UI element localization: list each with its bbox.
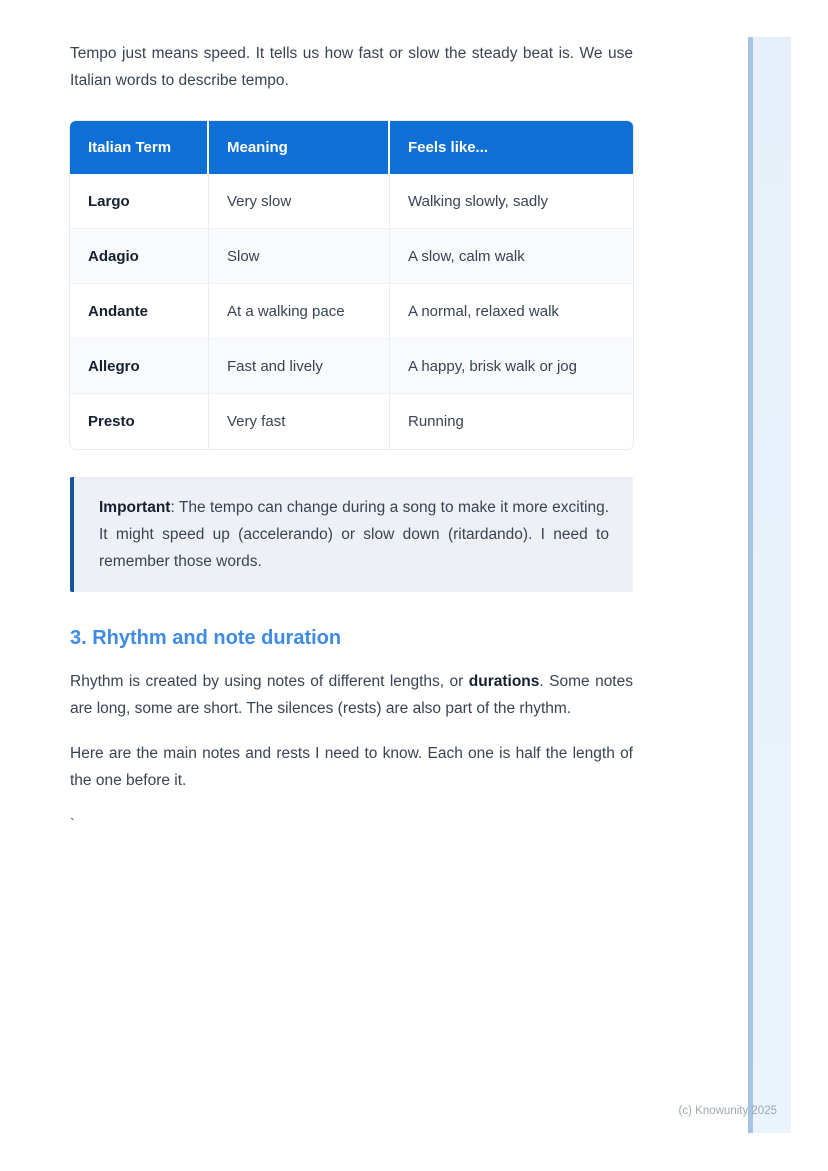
cell-term: Presto	[70, 394, 209, 449]
cell-meaning: At a walking pace	[209, 284, 390, 339]
copyright-footer: (c) Knowunity 2025	[678, 1105, 777, 1117]
rhythm-paragraph-end: . Some notes are long, some are short. The silences (rests) are also part of the rhythm.	[70, 673, 633, 717]
important-body: : The tempo can change during a song to make it more exciting. It might speed up (accelerando) or slow down (ritardando). I need to remember those words.	[99, 499, 609, 570]
important-callout	[70, 477, 633, 592]
cell-meaning: Fast and lively	[209, 339, 390, 394]
cell-term: Largo	[70, 174, 209, 229]
tempo-table	[70, 121, 633, 449]
table-row	[70, 284, 633, 339]
cell-feels-like: Running	[390, 394, 633, 449]
document-content	[70, 0, 633, 837]
cell-term: Allegro	[70, 339, 209, 394]
cell-term: Adagio	[70, 229, 209, 284]
tempo-table-header	[70, 121, 633, 174]
cell-term: Andante	[70, 284, 209, 339]
notes-paragraph: Here are the main notes and rests I need to know. Each one is half the length of the one before it.	[70, 745, 633, 789]
rhythm-paragraph	[70, 668, 633, 722]
table-header-italian-term: Italian Term	[70, 121, 209, 174]
cell-feels-like: A slow, calm walk	[390, 229, 633, 284]
section-heading-rhythm: 3. Rhythm and note duration	[70, 627, 342, 649]
important-callout-text	[99, 494, 609, 575]
table-row	[70, 229, 633, 284]
table-row	[70, 339, 633, 394]
table-row	[70, 174, 633, 229]
table-row	[70, 394, 633, 449]
table-header-feels-like: Feels like...	[390, 121, 633, 174]
scrollbar-thumb[interactable]	[748, 37, 753, 1133]
cell-feels-like: Walking slowly, sadly	[390, 174, 633, 229]
cell-meaning: Slow	[209, 229, 390, 284]
cell-meaning: Very fast	[209, 394, 390, 449]
table-header-meaning: Meaning	[209, 121, 390, 174]
durations-bold: durations	[468, 673, 540, 690]
cell-feels-like: A normal, relaxed walk	[390, 284, 633, 339]
important-label: Important	[99, 499, 171, 516]
rhythm-paragraph-start: Rhythm is created by using notes of different lengths, or	[70, 673, 469, 690]
cell-meaning: Very slow	[209, 174, 390, 229]
next-page-edge	[748, 37, 791, 1133]
stray-backtick: `	[70, 815, 75, 831]
cell-feels-like: A happy, brisk walk or jog	[390, 339, 633, 394]
intro-paragraph: Tempo just means speed. It tells us how fast or slow the steady beat is. We use Italian words to describe tempo.	[70, 45, 633, 89]
